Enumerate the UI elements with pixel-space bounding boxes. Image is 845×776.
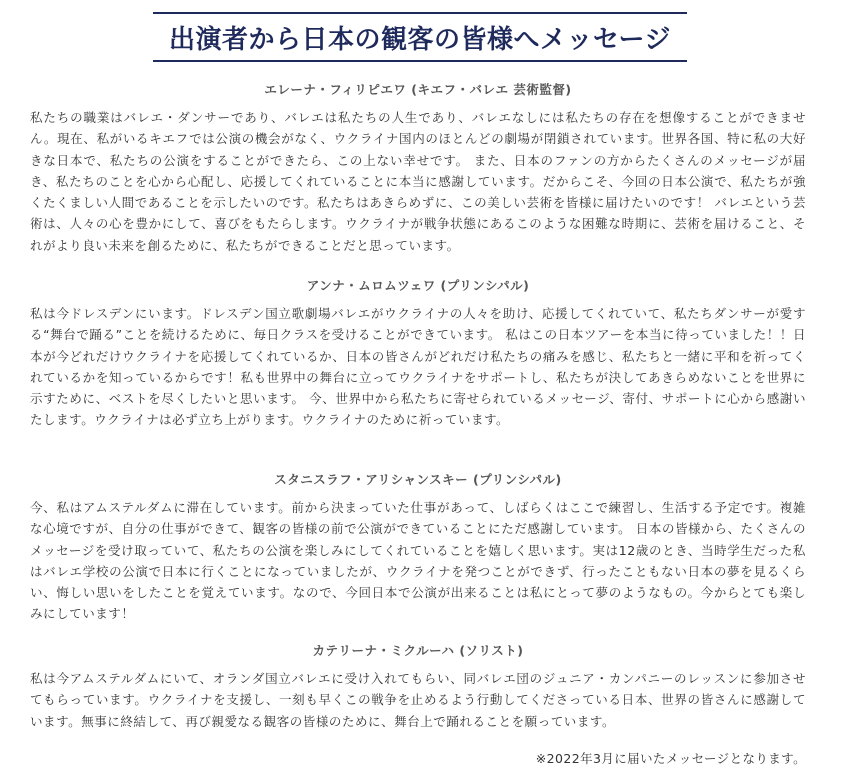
message-text: 私たちの職業はバレエ・ダンサーであり、バレエは私たちの人生であり、バレエなしには私たちの存在を想像することができません。現在、私がいるキエフでは公演の機会がなく、ウクライナ国内のほとんどの劇場が閉鎖されています。世界各国、特に私の大好きな日本で、私たちの公演をすることができたら、この上ない幸せです。 また、日本のファンの方からたくさんのメッセージが届き、私たちのことを心から心配し、応援してくれていることに本当に感謝しています。だからこそ、今回の日本公演で、私たちが強くたくましい人間であることを示したいのです。私たちはあきらめずに、この美しい芸術を皆様に届けたいのです！ バレエという芸術は、人々の心を豊かにして、喜びをもたらします。ウクライナが戦争状態にあるこのような困難な時期に、芸術を届けること、それがより良い未来を創るために、私たちができることだと思っています。 [30, 110, 806, 253]
message-section [30, 276, 806, 431]
footnote: ※2022年3月に届いたメッセージとなります。 [535, 751, 806, 766]
message-section [30, 80, 806, 256]
message-section [30, 470, 806, 625]
message-text: 私は今アムステルダムにいて、オランダ国立バレエに受け入れてもらい、同バレエ団のジュニア・カンパニーのレッスンに参加させてもらっています。ウクライナを支援し、一刻も早くこの戦争を止めるよう行動してくださっている日本、世界の皆さんに感謝しています。無事に終結して、再び親愛なる観客の皆様のために、舞台上で踊れることを願っています。 [30, 671, 806, 729]
page-title: 出演者から日本の観客の皆様へメッセージ [169, 24, 671, 55]
speaker-name: スタニスラフ・アリシャンスキー (プリンシパル) [274, 472, 562, 487]
speaker-name: カテリーナ・ミクルーハ (ソリスト) [312, 643, 524, 658]
speaker-name: アンナ・ムロムツェワ (プリンシパル) [306, 278, 530, 293]
message-text: 今、私はアムステルダムに滞在しています。前から決まっていた仕事があって、しばらくはここで練習し、生活する予定です。複雑な心境ですが、自分の仕事ができて、観客の皆様の前で公演ができていることにただ感謝しています。 日本の皆様から、たくさんのメッセージを受け取っていて、私たちの公演を楽しみにしてくれていることを嬉しく思います。実は12歳のとき、当時学生だった私はバレエ学校の公演で日本に行くことになっていましたが、ウクライナを発つことができず、行ったこともない日本の夢を見るくらい、悔しい思いをしたことを覚えています。なので、今回日本で公演が出来ることは私にとって夢のようなもの。今からとても楽しみにしています！ [30, 500, 806, 622]
message-section [30, 641, 806, 732]
page-title-banner [153, 12, 687, 62]
message-text: 私は今ドレスデンにいます。ドレスデン国立歌劇場バレエがウクライナの人々を助け、応援してくれていて、私たちダンサーが愛する“舞台で踊る”ことを続けるために、毎日クラスを受けることができています。 私はこの日本ツアーを本当に待っていました！！日本が今どれだけウクライナを応援してくれているか、日本の皆さんがどれだけ私たちの痛みを感じ、私たちと一緒に平和を祈ってくれているかを知っているからです！私も世界中の舞台に立ってウクライナをサポートし、私たちが決してあきらめないことを世界に示すために、ベストを尽くしたいと思います。 今、世界中から私たちに寄せられているメッセージ、寄付、サポートに心から感謝いたします。ウクライナは必ず立ち上がります。ウクライナのために祈っています。 [30, 306, 806, 428]
speaker-name: エレーナ・フィリピエワ (キエフ・バレエ 芸術監督) [264, 82, 572, 97]
